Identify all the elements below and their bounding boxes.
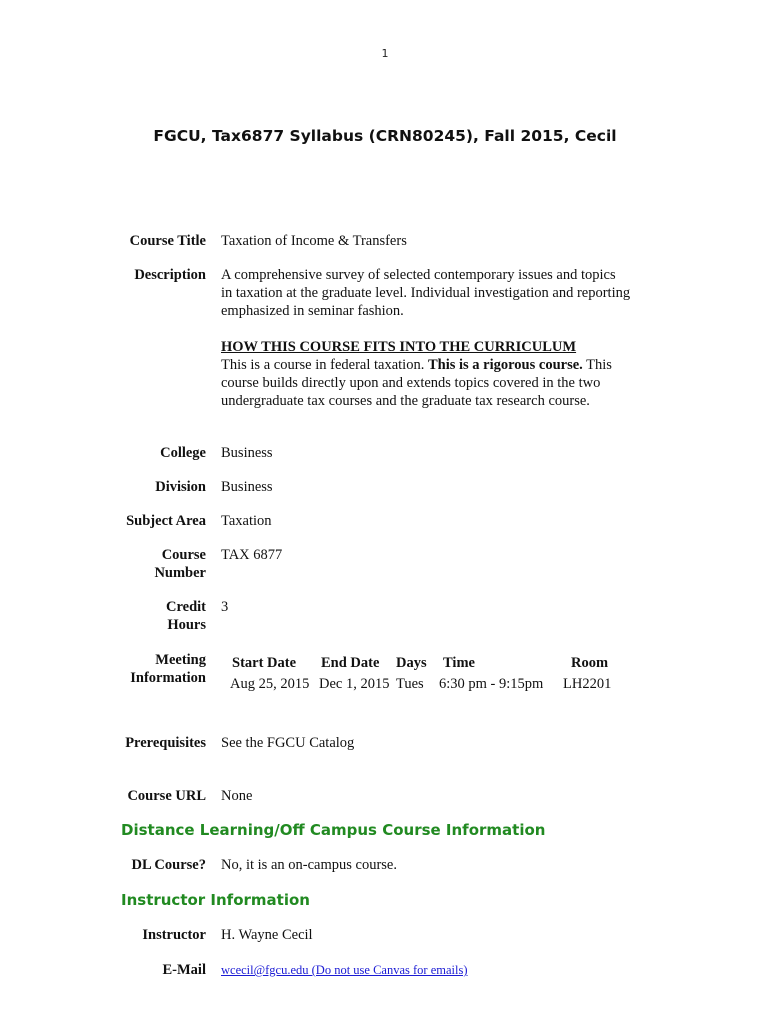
course-url-value: None: [221, 788, 253, 804]
description-line: A comprehensive survey of selected contemporary issues and topics: [221, 267, 616, 283]
meeting-room: LH2201: [563, 676, 612, 692]
meeting-header-end: End Date: [321, 655, 380, 671]
instructor-label: Instructor: [142, 927, 206, 943]
label-line: Information: [130, 670, 206, 686]
meeting-header-room: Room: [571, 655, 609, 671]
meeting-end-date: Dec 1, 2015: [319, 676, 390, 692]
meeting-days: Tues: [396, 676, 424, 692]
division-label: Division: [155, 479, 206, 495]
dl-course-value: No, it is an on-campus course.: [221, 857, 397, 873]
email-link[interactable]: wcecil@fgcu.edu (Do not use Canvas for emails): [221, 963, 468, 977]
course-number-label: [154, 546, 206, 582]
meeting-header-time: Time: [443, 655, 475, 671]
curriculum-text: This: [582, 357, 612, 373]
subject-area-value: Taxation: [221, 513, 272, 529]
email-label: E-Mail: [162, 962, 206, 978]
college-value: Business: [221, 445, 273, 461]
meeting-header-start: Start Date: [232, 655, 297, 671]
dl-course-label: DL Course?: [131, 857, 206, 873]
curriculum-line: course builds directly upon and extends topics covered in the two: [221, 375, 601, 391]
curriculum-text: This is a course in federal taxation.: [221, 357, 428, 373]
curriculum-heading: HOW THIS COURSE FITS INTO THE CURRICULUM: [221, 339, 577, 355]
description-text: [221, 266, 651, 320]
course-number-value: TAX 6877: [221, 547, 283, 563]
label-line: Meeting: [155, 652, 206, 668]
instructor-value: H. Wayne Cecil: [221, 927, 313, 943]
course-title-value: Taxation of Income & Transfers: [221, 233, 407, 249]
curriculum-block: [221, 338, 651, 410]
page-title: FGCU, Tax6877 Syllabus (CRN80245), Fall 2015, Cecil: [153, 127, 617, 145]
label-line: Credit: [165, 599, 206, 615]
label-line: Number: [154, 565, 206, 581]
email-value: [221, 961, 651, 979]
meeting-label: [130, 651, 206, 687]
label-line: Hours: [167, 617, 206, 633]
course-title-label: Course Title: [129, 233, 206, 249]
division-value: Business: [221, 479, 273, 495]
subject-area-label: Subject Area: [126, 513, 206, 529]
instructor-heading: Instructor Information: [121, 891, 310, 909]
prerequisites-value: See the FGCU Catalog: [221, 735, 355, 751]
description-line: emphasized in seminar fashion.: [221, 303, 404, 319]
prerequisites-label: Prerequisites: [125, 735, 206, 751]
label-line: Course: [161, 547, 206, 563]
meeting-start-date: Aug 25, 2015: [230, 676, 310, 692]
college-label: College: [160, 445, 206, 461]
curriculum-line: undergraduate tax courses and the graduate tax research course.: [221, 393, 590, 409]
credit-hours-label: [166, 598, 206, 634]
rigorous-emphasis: This is a rigorous course.: [427, 357, 583, 373]
curriculum-line: [221, 356, 651, 374]
meeting-time: 6:30 pm - 9:15pm: [439, 676, 544, 692]
distance-learning-heading: Distance Learning/Off Campus Course Information: [121, 821, 546, 839]
meeting-header-days: Days: [396, 655, 427, 671]
description-label: Description: [134, 267, 206, 283]
course-url-label: Course URL: [127, 788, 206, 804]
description-line: in taxation at the graduate level. Individual investigation and reporting: [221, 285, 631, 301]
page-number: 1: [381, 47, 389, 60]
credit-hours-value: 3: [221, 599, 229, 615]
